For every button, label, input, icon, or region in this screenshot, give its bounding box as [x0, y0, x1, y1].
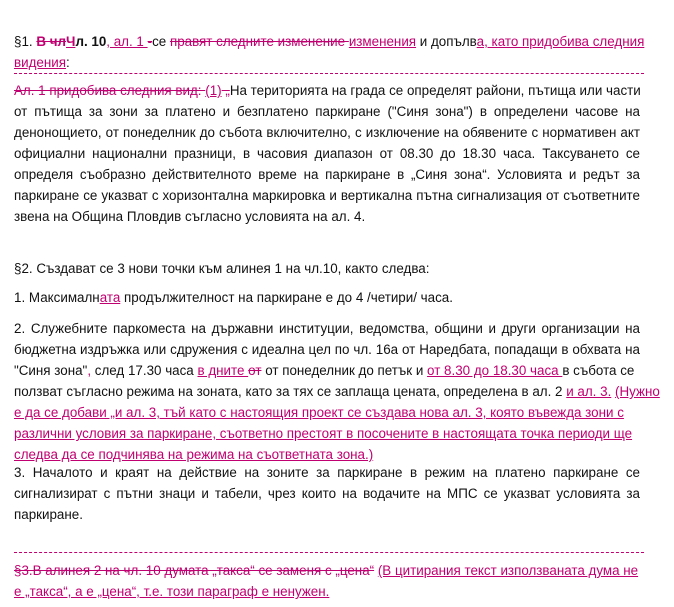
- inserted-text: в дните: [197, 363, 249, 378]
- inserted-text: от 8.30 до 18.30 часа: [427, 363, 563, 378]
- inserted-text: ,: [87, 363, 92, 378]
- text-run: На територията на града се определят райони, пътища или части: [229, 83, 641, 98]
- text-run: се: [152, 34, 170, 49]
- text-run: в събота се: [562, 363, 635, 378]
- inserted-text: изменения: [348, 34, 417, 49]
- paragraph-5-line-7: следва да се подчинява на режима на съответната зона.): [14, 447, 374, 462]
- inserted-text: видения: [14, 55, 66, 70]
- paragraph-2-line-3: денонощието, от понеделник до събота включително, с изключение на обявените с нормативен акт: [14, 125, 640, 140]
- deleted-text: В чл: [36, 34, 67, 49]
- paragraph-1: [14, 31, 674, 73]
- paragraph-2: [14, 80, 640, 227]
- paragraph-6-line-2: сигнализират с пътни знаци и табели, чрез които на водачите на МПС се указват условията за: [14, 486, 640, 501]
- paragraph-5: [14, 318, 660, 465]
- paragraph-2-line-7: звена на Община Пловдив съгласно условията на ал. 4.: [14, 209, 366, 224]
- text-run: 1. Максималн: [14, 290, 100, 305]
- paragraph-3: [14, 258, 674, 279]
- text-run: §1.: [14, 34, 37, 49]
- paragraph-4-line-1: [14, 287, 674, 308]
- paragraph-5-line-1: 2. Служебните паркоместа на държавни институции, ведомства, общини и други организации на: [14, 321, 640, 336]
- inserted-text: , ал. 1: [106, 34, 148, 49]
- text-run: "Синя зона": [14, 363, 88, 378]
- deleted-text: §3.В алинея 2 на чл. 10 думата „такса“ се заменя с „цена“: [14, 563, 375, 578]
- inserted-text: (В цитирания текст използваната дума не: [377, 563, 639, 578]
- text-run: и допълв: [416, 34, 477, 49]
- inserted-text: а, като придобива следния: [476, 34, 645, 49]
- paragraph-5-line-2: бюджетна издръжка или сдружения с идеална цел по чл. 16а от Наредбата, попадащи в обхвата на: [14, 342, 640, 357]
- deleted-text: правят следните изменение: [169, 34, 349, 49]
- text-run: след 17.30 часа: [91, 363, 198, 378]
- paragraph-5-line-6: различни условия за паркиране, съответно престоят в посочените в настоящата точка периоди ще: [14, 426, 633, 441]
- text-run: л. 10: [75, 34, 107, 49]
- paragraph-change-divider: [14, 552, 644, 553]
- paragraph-5-line-4: [14, 381, 674, 402]
- deleted-text: от: [248, 363, 262, 378]
- inserted-text: (1): [205, 83, 222, 98]
- paragraph-1-line-1: [14, 31, 674, 52]
- paragraph-2-line-4: официални национални празници, в часовия диапазон от 08.30 до 18.30 часа. Таксуването се: [14, 146, 640, 161]
- text-run: продължителност на паркиране е до 4 /четири/ часа.: [120, 290, 453, 305]
- paragraph-2-line-5: определя съобразно действителното време на паркиране в „Синя зона“. Условията и редът за: [14, 167, 640, 182]
- paragraph-change-divider: [14, 73, 644, 74]
- paragraph-6: [14, 462, 640, 525]
- paragraph-2-line-6: паркиране се указват с хоризонтална маркировка и вертикална пътна сигнализация от съответните: [14, 188, 640, 203]
- text-run: от понеделник до петък и: [261, 363, 428, 378]
- paragraph-5-line-5: е да се добави „и ал. 3, тъй като с настоящия проект се създава нова ал. 3, която въвежда зони с: [14, 405, 624, 420]
- paragraph-6-line-1: 3. Началото и краят на действие на зоните за паркиране в режим на платено паркиране се: [14, 465, 640, 480]
- text-run: :: [65, 55, 70, 70]
- paragraph-4: [14, 287, 674, 308]
- text-run: ползват съгласно режима на зоната, като за тях се заплаща цената, определена в ал. 2: [14, 384, 567, 399]
- paragraph-7: [14, 560, 674, 602]
- paragraph-1-line-2: [14, 52, 674, 73]
- paragraph-5-line-3: [14, 360, 674, 381]
- paragraph-7-line-2: е „такса“, а е „цена“, т.е. този параграф е ненужен.: [14, 584, 330, 599]
- deleted-text: Ал. 1 придобива следния вид:: [14, 83, 206, 98]
- inserted-text: Ч: [66, 34, 76, 49]
- paragraph-7-line-1: [14, 560, 674, 581]
- inserted-text: (Нужно: [615, 384, 660, 399]
- deleted-text: „: [221, 83, 230, 98]
- inserted-text: ата: [99, 290, 121, 305]
- paragraph-3-line-1: §2. Създават се 3 нови точки към алинея 1 на чл.10, както следва:: [14, 261, 430, 276]
- deleted-text: -: [147, 34, 153, 49]
- paragraph-6-line-3: паркиране.: [14, 507, 83, 522]
- paragraph-2-line-1: [14, 80, 640, 101]
- paragraph-2-line-2: от пътища за зони за платено и безплатено паркиране ("Синя зона") в определени часове на: [14, 104, 640, 119]
- inserted-text: и ал. 3.: [566, 384, 612, 399]
